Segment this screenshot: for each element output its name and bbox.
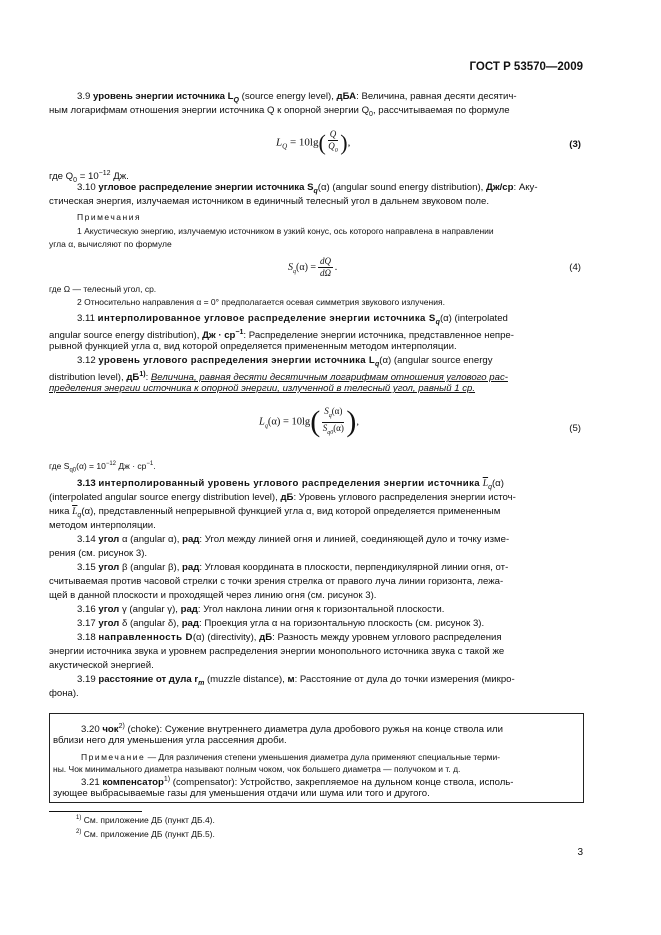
notes-title: Примечания [77,212,142,222]
clause-3-17: 3.17 угол δ (angular δ), рад: Проекция угла α на горизонтальную плоскость (см. рисунок 3). [77,618,485,629]
clause-3-11-line2: angular source energy distribution), Дж · $ср^{-1}$: Распределение энергии источника, представленное непре- [49,329,514,342]
clause-3-13-line2: (interpolated angular source energy distribution level), дБ: Уровень углового распределения энергии источ- [49,492,516,503]
unit: дБА [336,91,357,102]
clause-3-9-line2: ным логарифмам отношения энергии источника Q к опорной энергии $Q_0$, рассчитываемая по формуле [49,105,510,118]
clause-3-19-line2: фона). [49,688,79,699]
formula-3-label: (3) [569,139,581,150]
clause-3-10-line2: стическая энергия, излучаемая источником в единичный телесный угол в дальнем звуковом поле. [49,196,490,207]
footnote-separator [49,811,142,812]
clause-3-13-line3: ника $\overline{L}_q(\alpha)$, представленный непрерывной функцией угла α, вид которой определяется примененным [49,506,501,519]
clause-3-14-line2: рения (см. рисунок 3). [49,548,148,559]
footnote-2: $^{2)}$ См. приложение ДБ (пункт ДБ.5). [76,829,215,839]
clause-3-13-line4: методом интерполяции. [49,520,156,531]
box-note-line2: ны. Чок минимального диаметра называют полным чоком, чок большего диаметра — получоком и т. д. [53,764,461,774]
footnote-1: $^{1)}$ См. приложение ДБ (пункт ДБ.4). [76,815,215,825]
english-term: (source energy level), [238,91,337,102]
formula-5-label: (5) [569,423,581,434]
clause-3-15: 3.15 угол β (angular β), рад: Угловая координата в плоскости, перпендикулярной линии огня, от- [77,562,509,573]
clause-3-12: 3.12 уровень углового распределения энергии источника $L_q(\alpha)$ (angular source energy [77,355,493,368]
formula-4-label: (4) [569,262,581,273]
where-sq0: где $S_{q0}(\alpha) = 10^{-12}$ Дж · $ср^{-1}$. [49,460,156,474]
clause-number: 3.9 [77,91,91,102]
clause-3-14: 3.14 угол α (angular α), рад: Угол между линией огня и линией, соединяющей дуло и точку изме- [77,534,510,545]
note-1b: угла α, вычисляют по формуле [49,239,172,249]
clause-3-12-line2: distribution level), $дБ^{1)}$: Величина, равная десяти десятичным логарифмам отношения углового рас- [49,371,508,384]
clause-3-11-line3: рывной функцией угла α, вид которой определяется примененным методом интерполяции. [49,341,457,352]
omega-definition: где Ω — телесный угол, ср. [49,284,157,294]
clause-3-18-line2: энергии источника звука и уровнем распределения энергии монопольного источника звука с такой же [49,646,505,657]
clause-3-13: 3.13 интерполированный уровень углового распределения энергии источника $\overline{L}_q(\alpha)$ [77,478,504,491]
standard-header: ГОСТ Р 53570—2009 [469,61,583,73]
clause-3-20: 3.20 чок$^{2)}$ (choke): Сужение внутреннего диаметра дула дробового ружья на конце ствола или [81,723,503,736]
clause-3-11: 3.11 интерполированное угловое распределение энергии источника $S_q(\alpha)$ (interpolated [77,313,508,326]
formula-4: $S_q(\alpha)$ = $\frac{dQ}{d\Omega}$ . [288,256,338,278]
clause-3-16: 3.16 угол γ (angular γ), рад: Угол наклона линии огня к горизонтальной плоскости. [77,604,445,615]
term: уровень энергии источника L [93,91,234,102]
clause-3-21: 3.21 компенсатор$^{1)}$ (compensator): Устройство, закрепляемое на дульном конце ствола, исполь- [81,776,514,789]
note-1a: 1 Акустическую энергию, излучаемую источником в узкий конус, ось которого направлена в направлении [77,226,494,236]
page-number: 3 [577,847,583,858]
where-q0: где $Q_0 = 10^{-12}$ Дж. [49,170,129,185]
clause-3-21-line2: зующее выбрасываемые газы для уменьшения отдачи или шума или того и другого. [53,788,430,799]
note-2: 2 Относительно направления α = 0° предполагается осевая симметрия звукового излучения. [77,297,445,307]
clause-3-19: 3.19 расстояние от дула $r_m$ (muzzle distance), м: Расстояние от дула до точки измерения (микро- [77,674,515,687]
clause-3-20-line2: вблизи него для уменьшения угла рассеяния дроби. [53,735,287,746]
formula-5: $L_q(\alpha) = 10\lg$( $\frac{S_q(\alpha)}{S_{q0}(\alpha)}$ ), [259,405,360,438]
clause-3-10: 3.10 угловое распределение энергии источника $S_q(\alpha)$ (angular sound energy distribution), Дж/ср: Аку- [77,182,538,195]
box-note: Примечание — Для различения степени уменьшения диаметра дула применяют специальные терми- [81,752,501,762]
clause-3-18: 3.18 направленность D(α) (directivity), дБ: Разность между уровнем углового распределения [77,632,502,643]
formula-3: $L_Q = 10\lg$( $\frac{Q}{Q_0}$ ), [276,129,351,155]
clause-3-9: 3.9 уровень энергии источника $L_Q$ (source energy level), дБА: Величина, равная десяти десятич- [77,91,517,104]
clause-3-15-line3: щей в данной плоскости и проходящей через линию огня (см. рисунок 3). [49,590,377,601]
clause-3-12-line3: пределения энергии источника к опорной энергии, излученной в телесный угол, равный 1 ср. [49,383,476,394]
clause-3-18-line3: акустической энергией. [49,660,154,671]
clause-3-15-line2: считываемая против часовой стрелки с точки зрения стрелка от правого луча линии горизонта, лежа- [49,576,504,587]
